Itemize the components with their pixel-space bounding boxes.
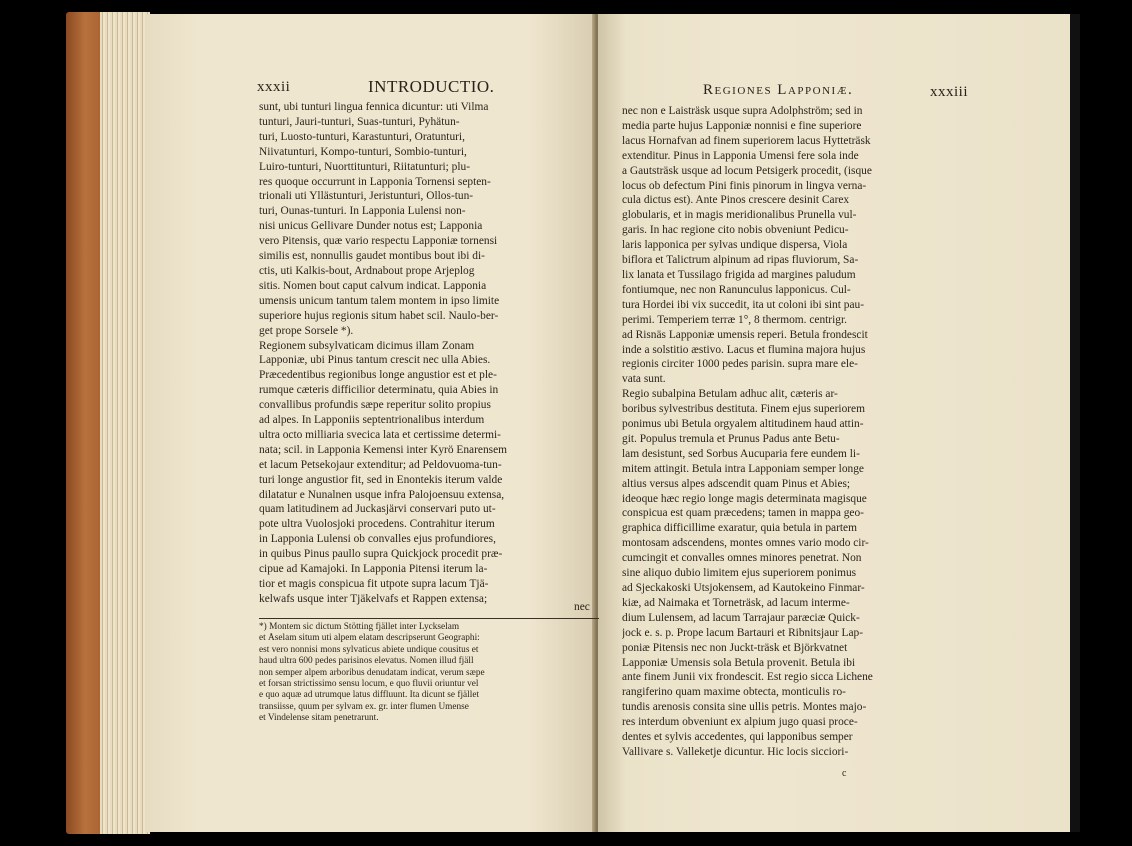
text-line: mitem attingit. Betula intra Lapponiam semper longe	[622, 462, 864, 475]
text-line: montosam adscendens, montes omnes vario modo cir-	[622, 537, 869, 550]
text-line: altius versus alpes adscendit quam Pinus et Abies;	[622, 477, 851, 490]
footnote-line: haud ultra 600 pedes parisinos elevatus. Nomen illud fjäll	[259, 656, 474, 667]
text-line: Regio subalpina Betulam adhuc alit, cæteris ar-	[622, 388, 838, 401]
text-line: laris lapponica per sylvas undique dispersa, Viola	[622, 239, 848, 252]
text-line: a Gautsträsk usque ad locum Petsigerk procedit, (isque	[622, 164, 872, 177]
right-signature: c	[842, 768, 847, 779]
text-line: turi, Luosto-tunturi, Karastunturi, Oratunturi,	[259, 130, 465, 143]
text-line: tunturi, Jauri-tunturi, Suas-tunturi, Pyhätun-	[259, 115, 460, 128]
text-line: dilatatur e Nunalnen usque infra Palojoensuu extensa,	[259, 488, 505, 501]
text-line: dentes et sylvis accedentes, qui lapponibus semper	[622, 731, 853, 744]
text-line: globularis, et in magis meridionalibus Prunella vul-	[622, 209, 857, 222]
text-line: sunt, ubi tunturi lingua fennica dicuntur: uti Vilma	[259, 101, 489, 113]
text-line: jock e. s. p. Prope lacum Bartauri et Ribnitsjaur Lap-	[622, 626, 864, 639]
right-running-head: Regiones Lapponiæ.	[703, 82, 854, 98]
text-line: rangiferino quam maxime obtecta, monticulis ro-	[622, 686, 846, 699]
text-line: cula dictus est). Ante Pinos crescere desinit Carex	[622, 194, 850, 207]
text-line: graphica difficillime exaratur, quia betula in partem	[622, 522, 857, 535]
text-line: locus ob defectum Pini finis pinorum in lingva verna-	[622, 179, 867, 192]
text-line: Lapponiæ, ubi Pinus tantum crescit nec ulla Abies.	[259, 354, 491, 367]
page-edges	[100, 12, 150, 834]
text-line: perimi. Temperiem terræ 1°, 8 thermom. centrigr.	[622, 313, 847, 326]
text-line: biflora et Talictrum alpinum ad ripas fluviorum, Sa-	[622, 254, 859, 267]
text-line: dium Lulensem, ad lacum Tarrajaur paræciæ Quick-	[622, 611, 860, 624]
text-line: git. Populus tremula et Prunus Padus ante Betu-	[622, 432, 840, 445]
text-line: res interdum obveniunt ex alpium jugo quasi proce-	[622, 716, 858, 729]
text-line: Regionem subsylvaticam dicimus illam Zonam	[259, 339, 475, 352]
right-page-edge	[1070, 14, 1080, 832]
text-line: pote ultra Vuolosjoki procedens. Contrahitur iterum	[259, 518, 495, 531]
text-line: nata; scil. in Lapponia Kemensi inter Kyrö Enarensem	[259, 443, 507, 456]
footnote-line: e quo aquæ ad utrumque latus diffluunt. Ita dicunt se fjället	[259, 690, 480, 701]
text-line: ad Risnäs Lapponiæ umensis reperi. Betula frondescit	[622, 328, 868, 341]
text-line: lam desistunt, sed Sorbus Aucuparia fere eundem li-	[622, 447, 860, 460]
text-line: kiæ, ad Naimaka et Torneträsk, ad lacum interme-	[622, 596, 850, 609]
text-line: extenditur. Pinus in Lapponia Umensi fere sola inde	[622, 149, 859, 162]
text-line: vata sunt.	[622, 373, 666, 386]
text-line: inde a solstitio æstivo. Lacus et flumina majora hujus	[622, 343, 866, 356]
text-line: quam latitudinem ad Juckasjärvi conservari puto ut-	[259, 503, 496, 516]
text-line: garis. In hac regione cito nobis obveniunt Pedicu-	[622, 224, 849, 237]
text-line: Præcedentibus regionibus longe angustior est et ple-	[259, 369, 497, 382]
text-line: cumcingit et convalles omnes minores penetrat. Non	[622, 552, 862, 565]
text-line: conspicua est quam præcedens; tamen in mappa geo-	[622, 507, 864, 520]
text-line: res quoque occurrunt in Lapponia Tornensi septen-	[259, 175, 491, 188]
text-line: in Lapponia Lulensi ob convalles ejus profundiores,	[259, 533, 496, 546]
text-line: fontiumque, nec non Ranunculus lapponicus. Cul-	[622, 283, 851, 296]
text-line: turi, Ounas-tunturi. In Lapponia Lulensi non-	[259, 205, 466, 218]
text-line: Lapponiæ Umensis sola Betula provenit. Betula ibi	[622, 656, 856, 669]
footnote-rule	[259, 618, 599, 619]
text-line: Luiro-tunturi, Nuorttitunturi, Riitatunturi; plu-	[259, 160, 471, 173]
text-line: regionis circiter 1000 pedes parisin. supra mare ele-	[622, 358, 858, 371]
footnote-line: non semper alpem arboribus denudatam indicat, verum sæpe	[259, 667, 485, 678]
text-line: get prope Sorsele *).	[259, 324, 354, 337]
text-line: Vallivare s. Valleketje dicuntur. Hic locis sicciori-	[622, 745, 849, 758]
text-line: umensis unicum tantum talem montem in ipso limite	[259, 294, 500, 307]
text-line: poniæ Pitensis nec non Juckt-träsk et Björkvatnet	[622, 641, 848, 654]
footnote-line: transiisse, quum per sylvam ex. gr. inter flumen Umense	[259, 701, 469, 712]
text-line: tior et magis conspicua fit utpote supra lacum Tjä-	[259, 578, 489, 590]
text-line: boribus sylvestribus destituta. Finem ejus superiorem	[622, 403, 865, 416]
text-line: lix lanata et Tussilago frigida ad margines paludum	[622, 268, 856, 281]
text-line: tundis arenosis consita sine ullis petris. Montes majo-	[622, 701, 867, 714]
left-footnote	[259, 622, 599, 725]
text-line: Niivatunturi, Kompo-tunturi, Sombio-tunturi,	[259, 145, 467, 158]
right-body-text	[622, 104, 962, 760]
text-line: similis est, nonnullis gaudet montibus bout ibi di-	[259, 250, 485, 263]
footnote-line: et Vindelense sitam penetrarunt.	[259, 713, 379, 724]
text-line: turi longe angustior fit, sed in Enontekis iterum valde	[259, 473, 503, 486]
left-catchword: nec	[574, 601, 590, 613]
text-line: tura Hordei ibi vix succedit, ita ut coloni ibi sint pau-	[622, 298, 865, 311]
footnote-line: *) Montem sic dictum Stötting fjället inter Lyckselam	[259, 622, 460, 632]
text-line: ultra octo milliaria svecica lata et certissime determi-	[259, 428, 501, 441]
text-line: ad Sjeckakoski Utsjokensem, ad Kautokeino Finmar-	[622, 582, 865, 594]
text-line: vero Pitensis, quæ vario respectu Lapponiæ tornensi	[259, 235, 498, 248]
text-line: convallibus profundis sæpe reperitur solito propius	[259, 399, 491, 412]
text-line: in quibus Pinus paullo supra Quickjock procedit præ-	[259, 548, 503, 561]
footnote-line: est vero nonnisi mons sylvaticus abiete undique cousitus et	[259, 644, 479, 655]
text-line: ante finem Junii vix frondescit. Est regio sicca Lichene	[622, 671, 873, 684]
text-line: trionali uti Yllästunturi, Jeristunturi, Ollos-tun-	[259, 190, 474, 203]
text-line: cipue ad Kamajoki. In Lapponia Pitensi iterum la-	[259, 563, 488, 576]
text-line: ponimus ubi Betula orgyalem altitudinem haud attin-	[622, 418, 864, 431]
left-body-text	[259, 100, 599, 607]
text-line: nec non e Laisträsk usque supra Adolphström; sed in	[622, 105, 863, 117]
left-running-head: INTRODUCTIO.	[368, 77, 495, 96]
text-line: et lacum Petsekojaur extenditur; ad Peldovuoma-tun-	[259, 458, 502, 471]
text-line: rumque cæteris difficilior determinatu, quia Abies in	[259, 384, 499, 397]
right-folio: xxxiii	[930, 84, 969, 100]
text-line: ctis, uti Kalkis-bout, Ardnabout prope Arjeplog	[259, 264, 475, 277]
text-line: nisi unicus Gellivare Dunder notus est; Lapponia	[259, 220, 483, 233]
text-line: kelwafs usque inter Tjäkelvafs et Rappen extensa;	[259, 592, 488, 605]
text-line: ad alpes. In Lapponiis septentrionalibus interdum	[259, 414, 485, 427]
text-line: sitis. Nomen bout caput calvum indicat. Lapponia	[259, 279, 487, 292]
text-line: lacus Hornafvan ad finem superiorem lacus Hytteträsk	[622, 134, 871, 147]
text-line: sine aliquo dubio limitem ejus superiorem ponimus	[622, 567, 857, 580]
text-line: superiore hujus regionis situm habet scil. Naulo-ber-	[259, 309, 499, 322]
text-line: media parte hujus Lapponiæ nonnisi e fine superiore	[622, 119, 862, 132]
footnote-line: et Åselam situm uti alpem elatam descripserunt Geographi:	[259, 633, 480, 644]
left-folio: xxxii	[257, 79, 291, 95]
text-line: ideoque hæc regio longe magis determinata magisque	[622, 492, 867, 505]
footnote-line: et forsan strictissimo sensu locum, e quo fluvii oriuntur vel	[259, 679, 479, 690]
